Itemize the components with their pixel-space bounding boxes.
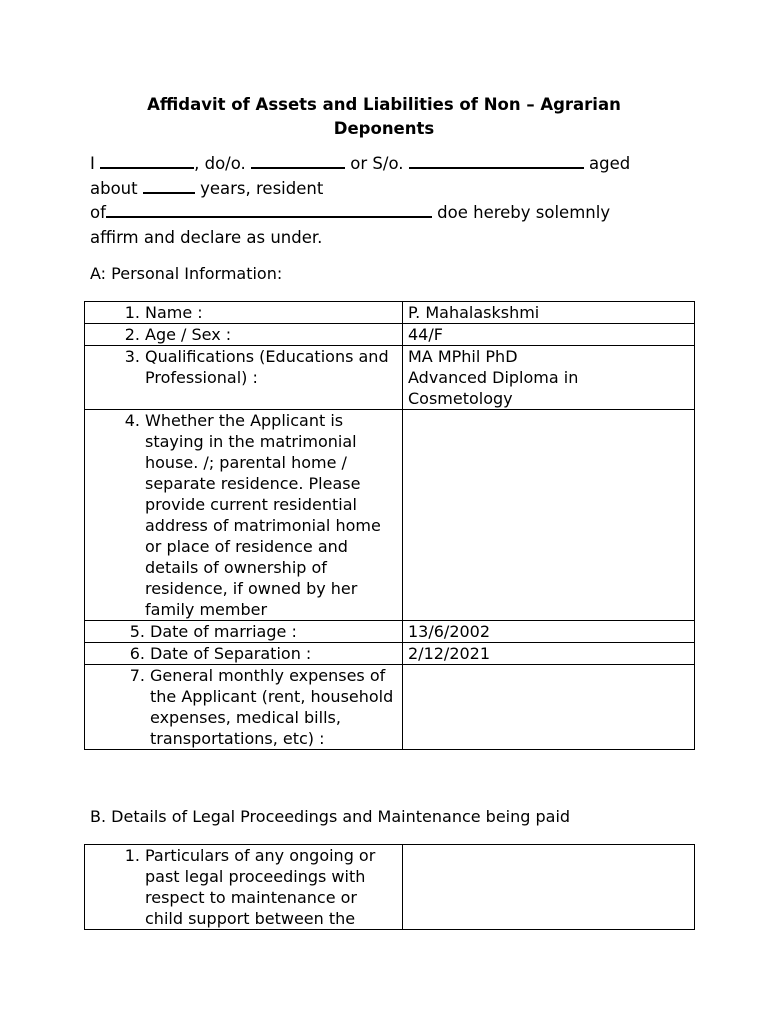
item-label: Qualifications (Educations and Professional) : — [145, 347, 389, 387]
table-row — [85, 845, 695, 930]
intro-line-4: affirm and declare as under. — [90, 227, 323, 247]
item-label: Date of marriage : — [150, 622, 297, 641]
item-value: 13/6/2002 — [408, 622, 491, 641]
item-number: 2. — [124, 325, 140, 344]
intro-text: about — [90, 178, 143, 198]
age-blank — [143, 178, 195, 194]
intro-line-1 — [90, 152, 660, 177]
item-value: 44/F — [408, 325, 443, 344]
table-row — [85, 621, 695, 643]
item-number: 7. — [129, 666, 145, 685]
item-number: 1. — [124, 303, 140, 322]
item-label: Age / Sex : — [145, 325, 232, 344]
legal-proceedings-table — [84, 844, 695, 930]
personal-info-table — [84, 301, 695, 750]
intro-text: of — [90, 203, 106, 222]
intro-text: , do/o. — [194, 154, 252, 173]
empty-value-cell — [403, 845, 695, 930]
item-label: Particulars of any ongoing or past legal proceedings with respect to maintenance or child support between the — [145, 846, 376, 928]
item-label: General monthly expenses of the Applicant (rent, household expenses, medical bills, transportations, etc) : — [150, 666, 394, 748]
item-number: 1. — [124, 846, 140, 865]
empty-value-cell — [403, 410, 695, 621]
item-number: 4. — [124, 411, 140, 430]
table-row — [85, 410, 695, 621]
item-label: Whether the Applicant is staying in the matrimonial house. /; parental home / separate residence. Please provide current residential address of matrimonial home or place of residence and details of ownership of residence, if owned by her family member — [145, 411, 381, 619]
intro-text: or S/o. — [345, 154, 409, 173]
intro-text: aged — [583, 154, 631, 173]
residence-blank — [106, 202, 432, 218]
table-row — [85, 302, 695, 324]
document-title — [90, 93, 678, 141]
title-line-2: Deponents — [333, 119, 435, 138]
so-blank — [409, 153, 584, 169]
item-value: 2/12/2021 — [408, 644, 491, 663]
title-line-1: Affidavit of Assets and Liabilities of Non – Agrarian — [147, 95, 621, 114]
intro-text: doe hereby solemnly — [431, 203, 611, 222]
table-row — [85, 665, 695, 750]
item-label: Date of Separation : — [150, 644, 312, 663]
item-label: Name : — [145, 303, 203, 322]
item-value: Cosmetology — [408, 389, 513, 408]
item-number: 5. — [129, 622, 145, 641]
item-value: P. Mahalaskshmi — [408, 303, 540, 322]
item-value: MA MPhil PhD — [408, 347, 518, 366]
table-row — [85, 643, 695, 665]
intro-line-2 — [90, 177, 660, 202]
empty-value-cell — [403, 665, 695, 750]
intro-line-3 — [90, 201, 660, 226]
item-value: Advanced Diploma in — [408, 368, 579, 387]
name-blank — [100, 153, 194, 169]
section-a-heading: A: Personal Information: — [90, 264, 283, 283]
table-row — [85, 346, 695, 410]
intro-text: I — [90, 154, 101, 173]
section-b-heading: B. Details of Legal Proceedings and Maintenance being paid — [90, 807, 571, 826]
item-number: 3. — [124, 347, 140, 366]
do-blank — [251, 153, 345, 169]
intro-paragraph — [90, 152, 660, 250]
item-number: 6. — [129, 644, 145, 663]
intro-text: years, resident — [194, 178, 324, 198]
table-row — [85, 324, 695, 346]
